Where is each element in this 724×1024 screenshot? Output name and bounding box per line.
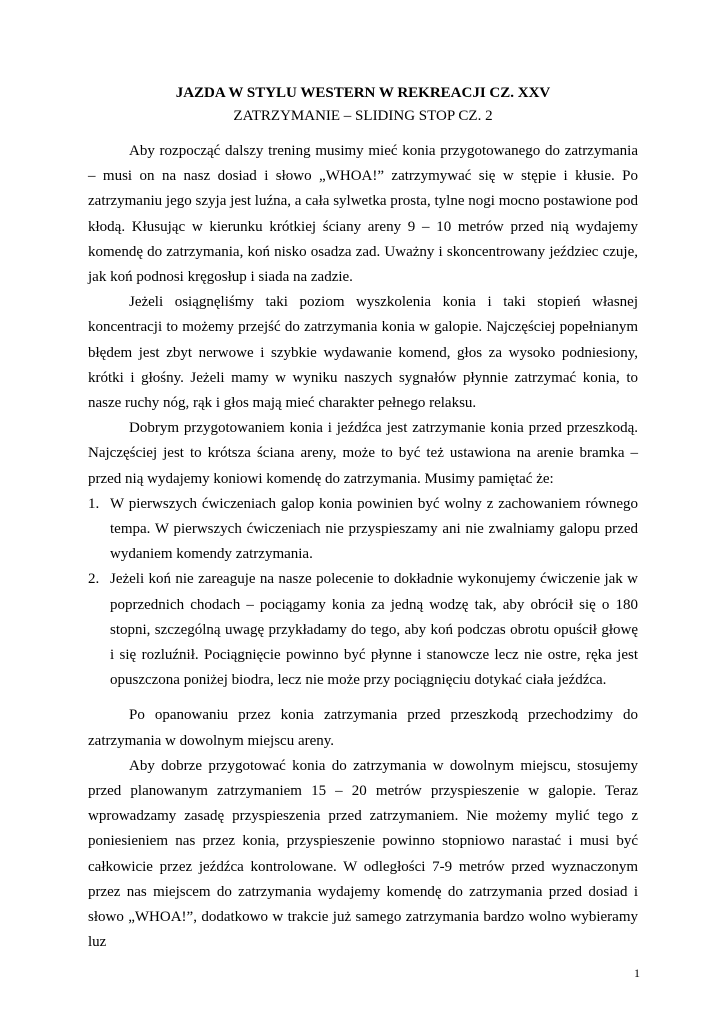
paragraph-intro: Aby rozpocząć dalszy trening musimy mieć konia przygotowanego do zatrzymania – musi on na nasz dosiad i słowo „WHOA!” zatrzymywać się w stępie i kłusie. Po zatrzymaniu jego szyja jest luźna, a cała sylwetka prosta, tylne nogi mocno postawione pod kłodą. Kłusując w kierunku krótkiej ściany areny 9 – 10 metrów przed nią wydajemy komendę do zatrzymania, koń nisko osadza zad. Uważny i skoncentrowany jeździec czuje, jak koń podnosi kręgosłup i siada na zadzie. <box>88 143 638 286</box>
list-item-text: Jeżeli koń nie zareaguje na nasze polecenie to dokładnie wykonujemy ćwiczenie jak w poprzednich chodach – pociągamy konia za jedną wodzę tak, aby obrócił się o 180 stopni, szczególną uwagę przykładamy do tego, aby koń podczas obrotu opuścił głowę i się rozluźnił. Pociągnięcie powinno być płynne i stanowcze lecz nie ostre, ręka jest opuszczona poniżej biodra, lecz nie może przy pociągnięciu dotykać ciała jeźdźca. <box>110 571 638 689</box>
document-page <box>88 83 638 956</box>
paragraph-any-place: Po opanowaniu przez konia zatrzymania przed przeszkodą przechodzimy do zatrzymania w dowolnym miejscu areny. <box>88 707 638 749</box>
document-title: JAZDA W STYLU WESTERN W REKREACJI CZ. XXV <box>175 85 551 101</box>
paragraph-obstacle: Dobrym przygotowaniem konia i jeźdźca jest zatrzymanie konia przed przeszkodą. Najczęściej jest to krótsza ściana areny, może to być też ustawiona na arenie bramka – przed nią wydajemy koniowi komendę do zatrzymania. Musimy pamiętać że: <box>88 420 638 487</box>
list-item-number: 1. <box>88 495 100 512</box>
paragraph-acceleration: Aby dobrze przygotować konia do zatrzymania w dowolnym miejscu, stosujemy przed planowanym zatrzymaniem 15 – 20 metrów przyspieszenie w galopie. Teraz wprowadzamy zasadę przyspieszenia przed zatrzymaniem. Nie możemy mylić tego z poniesieniem nas przez konia, przyspieszenie powinno stopniowo narastać i musi być całkowicie przez jeźdźca kontrolowane. W odległości 7-9 metrów przed wyznaczonym przez nas miejscem do zatrzymania wydajemy komendę do zatrzymania przed dosiad i słowo „WHOA!”, dodatkowo w trakcie już samego zatrzymania bardzo wolno wybieramy luz <box>88 757 638 951</box>
spacer <box>88 693 638 703</box>
numbered-list <box>88 492 638 694</box>
list-item-text: W pierwszych ćwiczeniach galop konia powinien być wolny z zachowaniem równego tempa. W pierwszych ćwiczeniach nie przyspieszamy ani nie zwalniamy galopu przed wydaniem komendy zatrzymania. <box>110 495 638 563</box>
page-number: 1 <box>634 966 640 980</box>
list-item-number: 2. <box>88 571 100 588</box>
document-subtitle: ZATRZYMANIE – SLIDING STOP CZ. 2 <box>233 108 493 124</box>
paragraph-gallop: Jeżeli osiągnęliśmy taki poziom wyszkolenia konia i taki stopień własnej koncentracji to możemy przejść do zatrzymania konia w galopie. Najczęściej popełnianym błędem jest zbyt nerwowe i szybkie wydawanie komend, głos za wysoko podniesiony, krótki i głośny. Jeżeli mamy w wyniku naszych sygnałów płynnie zatrzymać konia, to nasze ruchy nóg, rąk i głos mają mieć charakter pełnego relaksu. <box>88 294 638 412</box>
list-item <box>88 567 638 693</box>
list-item <box>88 492 638 568</box>
